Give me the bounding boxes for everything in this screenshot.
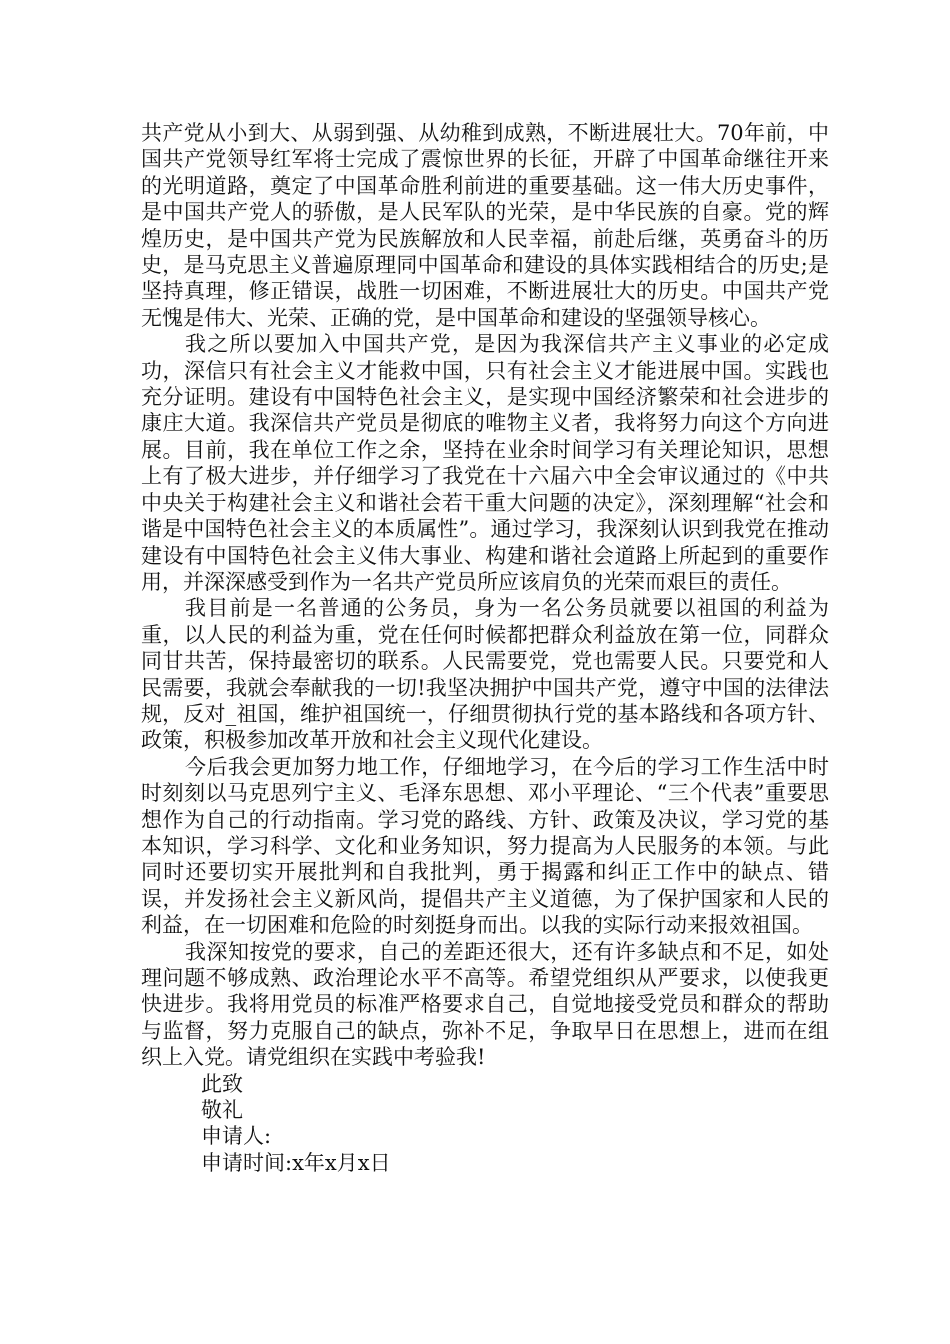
paragraph-5: 我深知按党的要求，自己的差距还很大，还有许多缺点和不足，如处理问题不够成熟、政治理论水平不高等。希望党组织从严要求，以使我更快进步。我将用党员的标准严格要求自己，自觉地接受党员和群众的帮助与监督，努力克服自己的缺点，弥补不足，争取早日在思想上，进而在组织上入党。请党组织在实践中考验我! <box>141 939 829 1070</box>
paragraph-4: 今后我会更加努力地工作，仔细地学习，在今后的学习工作生活中时时刻刻以马克思列宁主义、毛泽东思想、邓小平理论、“三个代表”重要思想作为自己的行动指南。学习党的路线、方针、政策及决议，学习党的基本知识，学习科学、文化和业务知识，努力提高为人民服务的本领。与此同时还要切实开展批判和自我批判，勇于揭露和纠正工作中的缺点、错误，并发扬社会主义新风尚，提倡共产主义道德，为了保护国家和人民的利益，在一切困难和危险的时刻挺身而出。以我的实际行动来报效祖国。 <box>141 754 829 938</box>
application-date: 申请时间:x年x月x日 <box>201 1150 391 1175</box>
closing-salutation: 此致 <box>201 1071 243 1096</box>
paragraph-3: 我目前是一名普通的公务员，身为一名公务员就要以祖国的利益为重，以人民的利益为重，党在任何时候都把群众利益放在第一位，同群众同甘共苦，保持最密切的联系。人民需要党，党也需要人民。只要党和人民需要，我就会奉献我的一切!我坚决拥护中国共产党，遵守中国的法律法规，反对_祖国，维护祖国统一，仔细贯彻执行党的基本路线和各项方针、政策，积极参加改革开放和社会主义现代化建设。 <box>141 596 829 753</box>
paragraph-1: 共产党从小到大、从弱到强、从幼稚到成熟，不断进展壮大。70年前，中国共产党领导红军将士完成了震惊世界的长征，开辟了中国革命继往开来的光明道路，奠定了中国革命胜利前进的重要基础。这一伟大历史事件，是中国共产党人的骄傲，是人民军队的光荣，是中华民族的自豪。党的辉煌历史，是中国共产党为民族解放和人民幸福，前赴后继，英勇奋斗的历史，是马克思主义普遍原理同中国革命和建设的具体实践相结合的历史;是坚持真理，修正错误，战胜一切困难，不断进展壮大的历史。中国共产党无愧是伟大、光荣、正确的党，是中国革命和建设的坚强领导核心。 <box>141 121 829 330</box>
applicant-line: 申请人: <box>201 1124 272 1149</box>
letter-body <box>141 120 829 1176</box>
closing-regards: 敬礼 <box>201 1098 243 1123</box>
paragraph-2: 我之所以要加入中国共产党，是因为我深信共产主义事业的必定成功，深信只有社会主义才能救中国，只有社会主义才能进展中国。实践也充分证明。建设有中国特色社会主义，是实现中国经济繁荣和社会进步的康庄大道。我深信共产党员是彻底的唯物主义者，我将努力向这个方向进展。目前，我在单位工作之余，坚持在业余时间学习有关理论知识，思想上有了极大进步，并仔细学习了我党在十六届六中全会审议通过的《中共中央关于构建社会主义和谐社会若干重大问题的决定》，深刻理解“社会和谐是中国特色社会主义的本质属性”。通过学习，我深刻认识到我党在推动建设有中国特色社会主义伟大事业、构建和谐社会道路上所起到的重要作用，并深深感受到作为一名共产党员所应该肩负的光荣而艰巨的责任。 <box>141 332 829 594</box>
